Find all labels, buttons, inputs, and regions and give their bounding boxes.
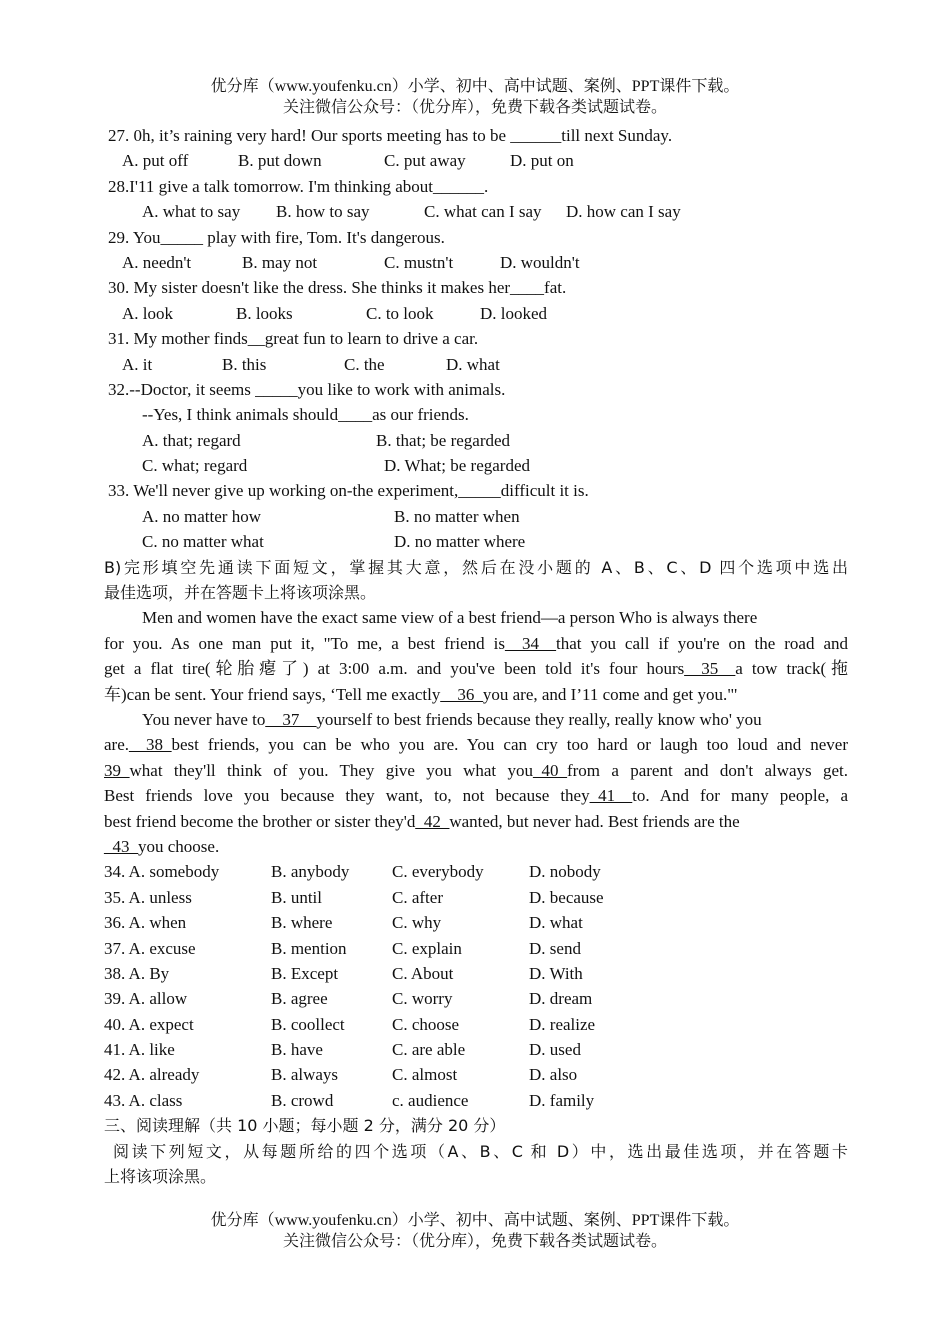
blank-39: 39_ [104, 760, 130, 780]
header-line-2: 关注微信公众号：（优分库），免费下载各类试题试卷。 [282, 99, 667, 116]
option-row-34 [104, 859, 848, 884]
question-27-options: A. put off B. put down C. put away D. put on [122, 151, 574, 171]
option-34-b: B. anybody [271, 862, 350, 882]
blank-38: __38_ [129, 735, 172, 755]
question-33: 33. We'll never give up working on-the experiment,_____difficult it is. [108, 481, 589, 501]
option-34-c: C. everybody [392, 862, 484, 882]
passage-p2-line-4: Best friends love you because they want, to, not because they_41__to. And for many people, a [104, 786, 848, 806]
passage-p2-line-2: are.__38_best friends, you can be who you are. You can cry too hard or laugh too loud and never [104, 735, 848, 755]
option-43-c: c. audience [392, 1090, 469, 1110]
question-32-options-ab: A. that; regard B. that; be regarded [142, 430, 511, 450]
option-43-n: 43. A. class [104, 1090, 183, 1110]
question-33-options-ab: A. no matter how B. no matter when [142, 506, 520, 526]
passage-p2-line-1: You never have to__37__yourself to best friends because they really, really know who' you [142, 709, 762, 729]
option-row-35 [104, 885, 848, 910]
blank-42: _42_ [415, 811, 450, 831]
section-3-instruction-line-2: 上将该项涂黑。 [104, 1167, 217, 1187]
page-footer [0, 1210, 950, 1252]
footer-line-2: 关注微信公众号：（优分库），免费下载各类试题试卷。 [282, 1233, 667, 1250]
option-37-n: 37. A. excuse [104, 938, 196, 958]
option-35-b: B. until [271, 887, 323, 907]
option-39-d: D. dream [529, 989, 593, 1009]
section-b-instruction-line-1: B)完形填空先通读下面短文，掌握其大意，然后在没小题的 A、B、C、D 四个选项中选出 [104, 557, 848, 577]
option-37-d: D. send [529, 938, 581, 958]
option-43-b: B. crowd [271, 1090, 334, 1110]
blank-40: _40_ [532, 760, 567, 780]
multiple-choice-section [104, 123, 848, 1189]
question-30: 30. My sister doesn't like the dress. She thinks it makes her____fat. [108, 278, 567, 298]
option-38-b: B. Except [271, 963, 339, 983]
option-row-39 [104, 986, 848, 1011]
option-35-d: D. because [529, 887, 604, 907]
option-row-36 [104, 910, 848, 935]
option-35-c: C. after [392, 887, 443, 907]
option-row-40 [104, 1012, 848, 1037]
option-38-n: 38. A. By [104, 963, 170, 983]
option-40-d: D. realize [529, 1014, 596, 1034]
option-41-b: B. have [271, 1040, 323, 1060]
question-29: 29. You_____ play with fire, Tom. It's dangerous. [108, 227, 445, 247]
option-36-n: 36. A. when [104, 913, 187, 933]
option-row-38 [104, 961, 848, 986]
option-34-d: D. nobody [529, 862, 601, 882]
question-32-reply: --Yes, I think animals should____as our friends. [142, 405, 469, 425]
blank-37: __37__ [265, 709, 317, 729]
blank-41: _41__ [589, 786, 633, 806]
option-42-n: 42. A. already [104, 1065, 200, 1085]
option-40-c: C. choose [392, 1014, 460, 1034]
option-row-43 [104, 1088, 848, 1113]
passage-p1-line-3: get a flat tire(轮胎瘪了) at 3:00 a.m. and you've been told it's four hours__35__a tow track(拖 [104, 659, 848, 679]
blank-34: __34__ [504, 633, 556, 653]
passage-p2-line-5: best friend become the brother or sister they'd_42_wanted, but never had. Best friends are the [104, 811, 740, 831]
option-36-b: B. where [271, 913, 333, 933]
option-35-n: 35. A. unless [104, 887, 192, 907]
option-43-d: D. family [529, 1090, 595, 1110]
option-36-d: D. what [529, 913, 583, 933]
question-27: 27. 0h, it’s raining very hard! Our sports meeting has to be ______till next Sunday. [108, 126, 673, 145]
option-36-c: C. why [392, 913, 442, 933]
blank-43: _43_ [104, 836, 138, 856]
option-row-42 [104, 1062, 848, 1087]
question-32: 32.--Doctor, it seems _____you like to work with animals. [108, 379, 506, 399]
passage-p1-line-2: for you. As one man put it, "To me, a best friend is__34__that you call if you're on the road and [104, 633, 848, 653]
option-41-c: C. are able [392, 1040, 466, 1060]
option-row-41 [104, 1037, 848, 1062]
option-41-d: D. used [529, 1040, 581, 1060]
blank-35: __35__ [684, 659, 736, 679]
question-33-options-cd: C. no matter what D. no matter where [142, 532, 526, 552]
option-38-d: D. With [529, 963, 583, 983]
cloze-options [104, 859, 848, 1113]
section-3-title: 三、阅读理解（共 10 小题；每小题 2 分，满分 20 分） [104, 1116, 506, 1136]
option-38-c: C. About [392, 963, 454, 983]
option-37-c: C. explain [392, 938, 462, 958]
question-30-options: A. look B. looks C. to look D. looked [122, 303, 548, 323]
option-40-n: 40. A. expect [104, 1014, 194, 1034]
option-42-c: C. almost [392, 1065, 458, 1085]
option-34-n: 34. A. somebody [104, 862, 220, 882]
option-39-b: B. agree [271, 989, 328, 1009]
passage-p1-line-4: 车)can be sent. Your friend says, ‘Tell me exactly__36_you are, and I’11 come and get you."' [104, 684, 738, 704]
question-29-options: A. needn't B. may not C. mustn't D. wouldn't [122, 252, 580, 272]
question-28: 28.I'11 give a talk tomorrow. I'm thinking about______. [108, 176, 489, 196]
option-41-n: 41. A. like [104, 1040, 175, 1060]
section-3-instruction-line-1: 阅读下列短文，从每题所给的四个选项（A、B、C 和 D）中，选出最佳选项，并在答题卡 [113, 1141, 848, 1161]
option-37-b: B. mention [271, 938, 347, 958]
option-40-b: B. coollect [271, 1014, 345, 1034]
header-line-1: 优分库（www.youfenku.cn）小学、初中、高中试题、案例、PPT课件下载。 [210, 78, 740, 95]
option-39-c: C. worry [392, 989, 453, 1009]
option-39-n: 39. A. allow [104, 989, 188, 1009]
question-31: 31. My mother finds__great fun to learn to drive a car. [108, 329, 479, 349]
option-42-d: D. also [529, 1065, 578, 1085]
blank-36: __36_ [440, 684, 483, 704]
question-32-options-cd: C. what; regard D. What; be regarded [142, 456, 531, 476]
section-b-instruction-line-2: 最佳选项，并在答题卡上将该项涂黑。 [104, 583, 377, 603]
passage-p2-line-3: 39_what they'll think of you. They give you what you_40_from a parent and don't always get. [104, 760, 848, 780]
option-42-b: B. always [271, 1065, 339, 1085]
page-header [0, 76, 950, 118]
question-28-options: A. what to say B. how to say C. what can I say D. how can I say [142, 202, 681, 222]
option-row-37 [104, 936, 848, 961]
footer-line-1: 优分库（www.youfenku.cn）小学、初中、高中试题、案例、PPT课件下载。 [210, 1212, 740, 1229]
question-31-options: A. it B. this C. the D. what [122, 354, 500, 374]
passage-p2-line-6: _43_you choose. [104, 836, 220, 856]
passage-p1-line-1: Men and women have the exact same view of a best friend—a person Who is always there [142, 608, 758, 628]
